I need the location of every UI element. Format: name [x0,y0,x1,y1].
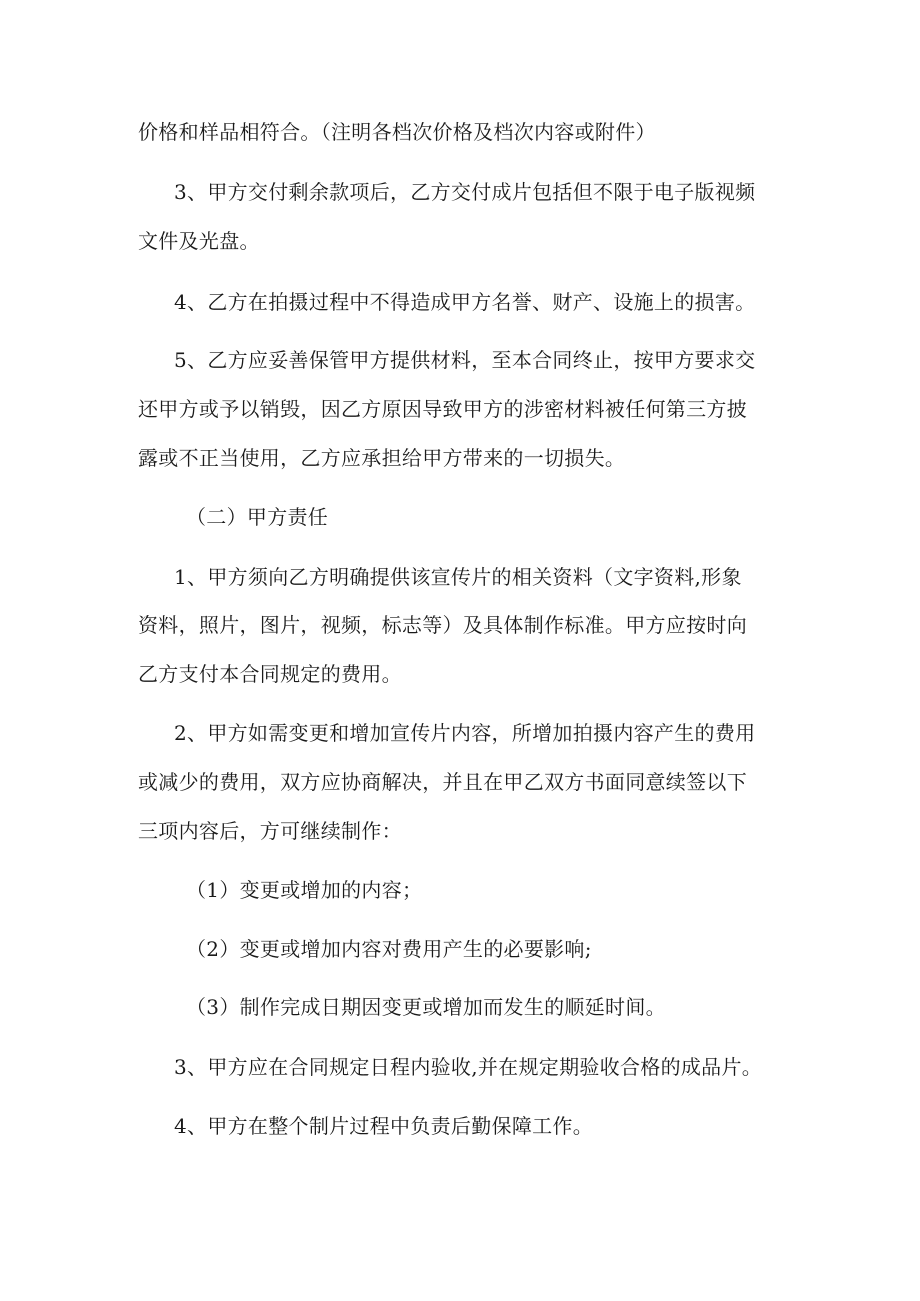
text-line-18: 3、甲方应在合同规定日程内验收,并在规定期验收合格的成品片。 [174,1055,763,1079]
text-line-10: 资料，照片，图片，视频，标志等）及具体制作标准。甲方应按时向 [138,613,747,637]
list-item-1: （1）变更或增加的内容； [186,878,423,902]
section-heading: （二）甲方责任 [186,505,329,529]
text-line-2: 3、甲方交付剩余款项后，乙方交付成片包括但不限于电子版视频 [174,180,756,204]
list-item-3: （3）制作完成日期因变更或增加而发生的顺延时间。 [186,995,666,1019]
text-line-4: 4、乙方在拍摄过程中不得造成甲方名誉、财产、设施上的损害。 [174,290,756,314]
text-line-12: 2、甲方如需变更和增加宣传片内容，所增加拍摄内容产生的费用 [174,721,756,745]
text-line-5: 5、乙方应妥善保管甲方提供材料，至本合同终止，按甲方要求交 [174,348,756,372]
text-line-7: 露或不正当使用，乙方应承担给甲方带来的一切损失。 [138,446,626,470]
text-line-6: 还甲方或予以销毁，因乙方原因导致甲方的涉密材料被任何第三方披 [138,397,747,421]
text-line-14: 三项内容后，方可继续制作： [138,819,402,843]
text-line-9: 1、甲方须向乙方明确提供该宣传片的相关资料（文字资料,形象 [174,565,742,589]
text-line-11: 乙方支付本合同规定的费用。 [138,662,402,686]
list-item-2: （2）变更或增加内容对费用产生的必要影响; [186,937,592,961]
text-line-1: 价格和样品相符合。（注明各档次价格及档次内容或附件） [138,120,656,144]
text-line-13: 或减少的费用，双方应协商解决，并且在甲乙双方书面同意续签以下 [138,770,747,794]
text-line-19: 4、甲方在整个制片过程中负责后勤保障工作。 [174,1114,594,1138]
text-line-3: 文件及光盘。 [138,229,260,253]
